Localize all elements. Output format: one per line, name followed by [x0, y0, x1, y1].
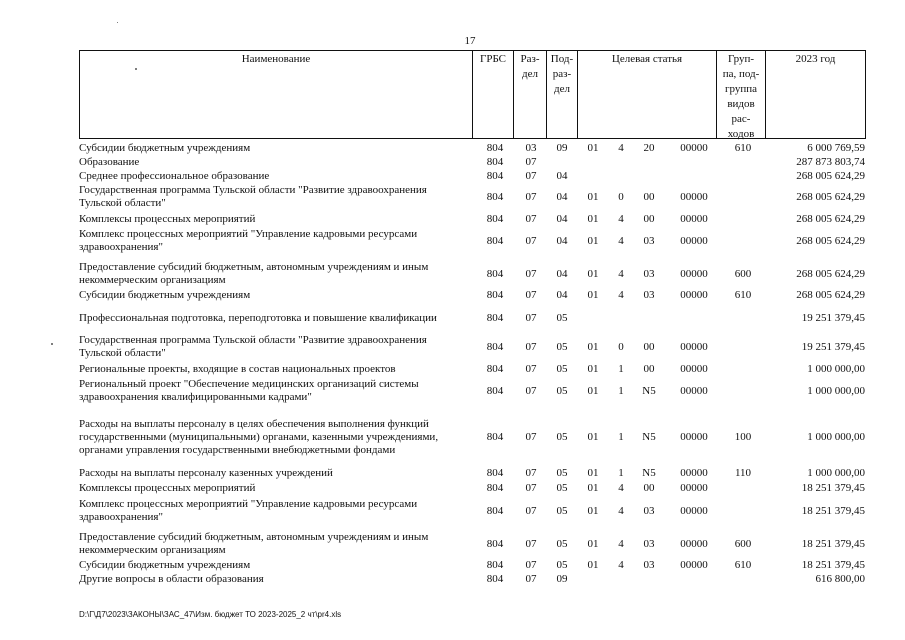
row-razdel: 07 — [525, 363, 537, 375]
header-podrazdel-line: раз- — [552, 68, 572, 80]
scan-speck — [117, 22, 118, 23]
row-name — [79, 142, 469, 155]
row-cs1: 01 — [587, 191, 599, 203]
row-razdel: 07 — [525, 170, 537, 182]
row-sum: 18 251 379,45 — [801, 559, 865, 571]
row-cs3: 00 — [643, 191, 655, 203]
row-cs2: 4 — [618, 482, 624, 494]
row-name — [79, 498, 469, 524]
row-name — [79, 559, 469, 572]
row-grbs: 804 — [486, 482, 504, 494]
row-podrazdel: 04 — [556, 191, 568, 203]
row-cs1: 01 — [587, 341, 599, 353]
row-razdel: 07 — [525, 156, 537, 168]
row-cs4: 00000 — [680, 289, 708, 301]
row-grbs: 804 — [486, 385, 504, 397]
row-grbs: 804 — [486, 312, 504, 324]
row-cs2: 4 — [618, 289, 624, 301]
row-name — [79, 228, 469, 254]
row-sum: 18 251 379,45 — [801, 505, 865, 517]
row-sum: 1 000 000,00 — [807, 431, 865, 443]
row-podrazdel: 05 — [556, 431, 568, 443]
row-cs3: 03 — [643, 559, 655, 571]
row-podrazdel: 04 — [556, 289, 568, 301]
row-name-line: Субсидии бюджетным учреждениям — [79, 559, 251, 571]
row-razdel: 07 — [525, 235, 537, 247]
row-name-line: органами управления государственными внебюджетными фондами — [79, 444, 396, 456]
row-podrazdel: 05 — [556, 385, 568, 397]
row-podrazdel: 09 — [556, 573, 568, 585]
row-cs3: 03 — [643, 505, 655, 517]
row-grbs: 804 — [486, 363, 504, 375]
row-sum: 18 251 379,45 — [801, 538, 865, 550]
row-grbs: 804 — [486, 235, 504, 247]
row-grbs: 804 — [486, 538, 504, 550]
row-cs2: 1 — [618, 363, 624, 375]
row-name-line: Среднее профессиональное образование — [79, 170, 270, 182]
header-gruppa-line: рас- — [731, 113, 751, 125]
header-tselevaya: Целевая статья — [611, 53, 683, 65]
header-gruppa-line: группа — [724, 83, 758, 95]
row-razdel: 07 — [525, 505, 537, 517]
row-name — [79, 531, 469, 557]
row-cs2: 4 — [618, 235, 624, 247]
row-name — [79, 573, 469, 586]
row-sum: 19 251 379,45 — [801, 341, 865, 353]
scan-speck — [135, 68, 137, 70]
row-cs3: 03 — [643, 289, 655, 301]
row-sum: 268 005 624,29 — [796, 170, 865, 182]
row-name-line: Субсидии бюджетным учреждениям — [79, 142, 251, 154]
row-razdel: 07 — [525, 573, 537, 585]
row-grbs: 804 — [486, 268, 504, 280]
row-cs3: 00 — [643, 341, 655, 353]
row-sum: 18 251 379,45 — [801, 482, 865, 494]
row-cs4: 00000 — [680, 482, 708, 494]
row-razdel: 07 — [525, 191, 537, 203]
row-razdel: 03 — [525, 142, 537, 154]
table-row — [79, 184, 865, 210]
row-name — [79, 482, 469, 495]
table-row — [79, 156, 865, 169]
header-podrazdel-line: дел — [554, 83, 570, 95]
row-sum: 287 873 803,74 — [796, 156, 865, 168]
table-row — [79, 312, 865, 325]
row-razdel: 07 — [525, 559, 537, 571]
row-podrazdel: 05 — [556, 467, 568, 479]
row-razdel: 07 — [525, 312, 537, 324]
row-cs3: 03 — [643, 538, 655, 550]
row-cs2: 1 — [618, 431, 624, 443]
row-name-line: Комплексы процессных мероприятий — [79, 213, 256, 225]
row-grbs: 804 — [486, 142, 504, 154]
row-grbs: 804 — [486, 341, 504, 353]
row-name — [79, 156, 469, 169]
row-grp: 100 — [734, 431, 752, 443]
row-cs3: N5 — [642, 431, 656, 443]
row-grp: 610 — [734, 559, 752, 571]
row-cs1: 01 — [587, 505, 599, 517]
row-sum: 268 005 624,29 — [796, 268, 865, 280]
row-cs3: N5 — [642, 385, 656, 397]
row-name-line: Государственная программа Тульской области "Развитие здравоохранения — [79, 184, 427, 196]
header-gruppa-line: па, под- — [722, 68, 760, 80]
table-row — [79, 482, 865, 495]
header-year: 2023 год — [795, 53, 836, 65]
table-row — [79, 498, 865, 524]
row-name-line: здравоохранения" — [79, 241, 163, 253]
row-name-line: Государственная программа Тульской области "Развитие здравоохранения — [79, 334, 427, 346]
row-cs4: 00000 — [680, 467, 708, 479]
row-cs4: 00000 — [680, 431, 708, 443]
table-row — [79, 363, 865, 376]
table-row — [79, 418, 865, 457]
table-row — [79, 228, 865, 254]
row-podrazdel: 04 — [556, 170, 568, 182]
row-grp: 610 — [734, 142, 752, 154]
row-name-line: Образование — [79, 156, 140, 168]
row-grp: 600 — [734, 268, 752, 280]
row-cs1: 01 — [587, 559, 599, 571]
row-name — [79, 334, 469, 360]
row-razdel: 07 — [525, 482, 537, 494]
row-sum: 1 000 000,00 — [807, 385, 865, 397]
row-sum: 19 251 379,45 — [801, 312, 865, 324]
row-grbs: 804 — [486, 191, 504, 203]
row-name-line: Региональные проекты, входящие в состав национальных проектов — [79, 363, 396, 375]
table-row — [79, 378, 865, 404]
row-cs3: N5 — [642, 467, 656, 479]
row-cs3: 00 — [643, 363, 655, 375]
row-name — [79, 467, 469, 480]
row-grbs: 804 — [486, 431, 504, 443]
table-row — [79, 573, 865, 586]
table-row — [79, 289, 865, 302]
table-row — [79, 213, 865, 226]
row-razdel: 07 — [525, 385, 537, 397]
file-path-footer: D:\Г\Д7\2023\ЗАКОНЫ\ЗАС_47\Изм. бюджет ТО 2023-2025_2 чт\pr4.xls — [79, 610, 342, 619]
row-name-line: Другие вопросы в области образования — [79, 573, 264, 585]
header-podrazdel — [547, 52, 577, 97]
row-name-line: Профессиональная подготовка, переподготовка и повышение квалификации — [79, 312, 437, 324]
row-sum: 268 005 624,29 — [796, 191, 865, 203]
header-gruppa-line: видов — [727, 98, 755, 110]
row-grbs: 804 — [486, 467, 504, 479]
row-name-line: Расходы на выплаты персоналу в целях обеспечения выполнения функций — [79, 418, 429, 430]
row-podrazdel: 09 — [556, 142, 568, 154]
row-grp: 600 — [734, 538, 752, 550]
row-name — [79, 378, 469, 404]
row-cs4: 00000 — [680, 268, 708, 280]
row-name-line: здравоохранения" — [79, 511, 163, 523]
row-cs2: 4 — [618, 559, 624, 571]
row-podrazdel: 05 — [556, 538, 568, 550]
row-name-line: Региональный проект "Обеспечение медицинских организаций системы — [79, 378, 419, 390]
row-razdel: 07 — [525, 431, 537, 443]
row-cs2: 1 — [618, 385, 624, 397]
row-grbs: 804 — [486, 289, 504, 301]
row-name — [79, 261, 469, 287]
row-name-line: Тульской области" — [79, 347, 166, 359]
row-name — [79, 184, 469, 210]
row-cs4: 00000 — [680, 559, 708, 571]
row-podrazdel: 05 — [556, 312, 568, 324]
row-sum: 268 005 624,29 — [796, 289, 865, 301]
row-cs2: 4 — [618, 538, 624, 550]
header-podrazdel-line: Под- — [550, 53, 574, 65]
row-cs1: 01 — [587, 385, 599, 397]
row-podrazdel: 05 — [556, 505, 568, 517]
table-row — [79, 170, 865, 183]
row-podrazdel: 04 — [556, 235, 568, 247]
row-cs1: 01 — [587, 538, 599, 550]
header-razdel-line: дел — [522, 68, 538, 80]
row-podrazdel: 05 — [556, 559, 568, 571]
header-gruppa-line: Груп- — [727, 53, 755, 65]
row-name-line: некоммерческим организациям — [79, 274, 226, 286]
row-cs1: 01 — [587, 289, 599, 301]
row-razdel: 07 — [525, 467, 537, 479]
scan-speck — [51, 343, 53, 345]
row-name — [79, 170, 469, 183]
row-cs1: 01 — [587, 235, 599, 247]
row-name-line: Комплексы процессных мероприятий — [79, 482, 256, 494]
row-cs4: 00000 — [680, 505, 708, 517]
row-cs1: 01 — [587, 363, 599, 375]
row-name-line: Предоставление субсидий бюджетным, автономным учреждениям и иным — [79, 261, 429, 273]
row-name-line: Комплекс процессных мероприятий "Управление кадровыми ресурсами — [79, 228, 418, 240]
row-cs4: 00000 — [680, 363, 708, 375]
row-name — [79, 289, 469, 302]
row-grp: 110 — [734, 467, 752, 479]
row-razdel: 07 — [525, 341, 537, 353]
row-grbs: 804 — [486, 505, 504, 517]
row-cs1: 01 — [587, 482, 599, 494]
header-name: Наименование — [241, 53, 311, 65]
row-sum: 1 000 000,00 — [807, 363, 865, 375]
row-cs1: 01 — [587, 142, 599, 154]
header-razdel — [514, 52, 546, 82]
row-grbs: 804 — [486, 213, 504, 225]
row-razdel: 07 — [525, 538, 537, 550]
header-right-border — [865, 50, 866, 139]
row-cs1: 01 — [587, 268, 599, 280]
header-gruppa-line: ходов — [727, 128, 755, 140]
row-name-line: Предоставление субсидий бюджетным, автономным учреждениям и иным — [79, 531, 429, 543]
row-cs4: 00000 — [680, 538, 708, 550]
row-name — [79, 418, 469, 457]
row-cs2: 0 — [618, 341, 624, 353]
row-cs3: 00 — [643, 213, 655, 225]
row-podrazdel: 05 — [556, 482, 568, 494]
row-razdel: 07 — [525, 268, 537, 280]
row-cs4: 00000 — [680, 142, 708, 154]
row-sum: 6 000 769,59 — [807, 142, 865, 154]
row-cs1: 01 — [587, 213, 599, 225]
row-grbs: 804 — [486, 559, 504, 571]
row-sum: 268 005 624,29 — [796, 235, 865, 247]
row-grbs: 804 — [486, 170, 504, 182]
row-podrazdel: 04 — [556, 213, 568, 225]
row-grbs: 804 — [486, 573, 504, 585]
row-cs3: 20 — [643, 142, 655, 154]
table-row — [79, 334, 865, 360]
row-sum: 1 000 000,00 — [807, 467, 865, 479]
row-cs3: 00 — [643, 482, 655, 494]
row-name-line: государственными (муниципальными) органами, казенными учреждениями, — [79, 431, 439, 443]
row-podrazdel: 05 — [556, 363, 568, 375]
row-cs1: 01 — [587, 467, 599, 479]
row-cs3: 03 — [643, 235, 655, 247]
table-row — [79, 559, 865, 572]
header-gruppa — [717, 52, 765, 142]
row-sum: 268 005 624,29 — [796, 213, 865, 225]
row-grbs: 804 — [486, 156, 504, 168]
row-cs4: 00000 — [680, 341, 708, 353]
row-cs4: 00000 — [680, 235, 708, 247]
row-cs4: 00000 — [680, 213, 708, 225]
table-row — [79, 531, 865, 557]
row-cs2: 1 — [618, 467, 624, 479]
row-grp: 610 — [734, 289, 752, 301]
row-razdel: 07 — [525, 213, 537, 225]
row-cs3: 03 — [643, 268, 655, 280]
page-number: 17 — [464, 35, 476, 47]
row-name-line: Расходы на выплаты персоналу казенных учреждений — [79, 467, 333, 479]
table-row — [79, 261, 865, 287]
row-cs2: 4 — [618, 142, 624, 154]
row-name — [79, 312, 469, 325]
row-sum: 616 800,00 — [815, 573, 865, 585]
row-name-line: Субсидии бюджетным учреждениям — [79, 289, 251, 301]
row-cs2: 0 — [618, 191, 624, 203]
table-row — [79, 467, 865, 480]
row-cs2: 4 — [618, 268, 624, 280]
row-name — [79, 213, 469, 226]
header-razdel-line: Раз- — [520, 53, 540, 65]
row-name-line: Комплекс процессных мероприятий "Управление кадровыми ресурсами — [79, 498, 418, 510]
row-name-line: здравоохранения квалифицированными кадрами" — [79, 391, 312, 403]
row-cs2: 4 — [618, 505, 624, 517]
row-cs2: 4 — [618, 213, 624, 225]
row-cs4: 00000 — [680, 385, 708, 397]
row-cs1: 01 — [587, 431, 599, 443]
row-cs4: 00000 — [680, 191, 708, 203]
row-podrazdel: 04 — [556, 268, 568, 280]
row-name — [79, 363, 469, 376]
table-row — [79, 142, 865, 155]
header-grbs: ГРБС — [479, 53, 507, 65]
row-name-line: Тульской области" — [79, 197, 166, 209]
row-name-line: некоммерческим организациям — [79, 544, 226, 556]
row-podrazdel: 05 — [556, 341, 568, 353]
row-razdel: 07 — [525, 289, 537, 301]
